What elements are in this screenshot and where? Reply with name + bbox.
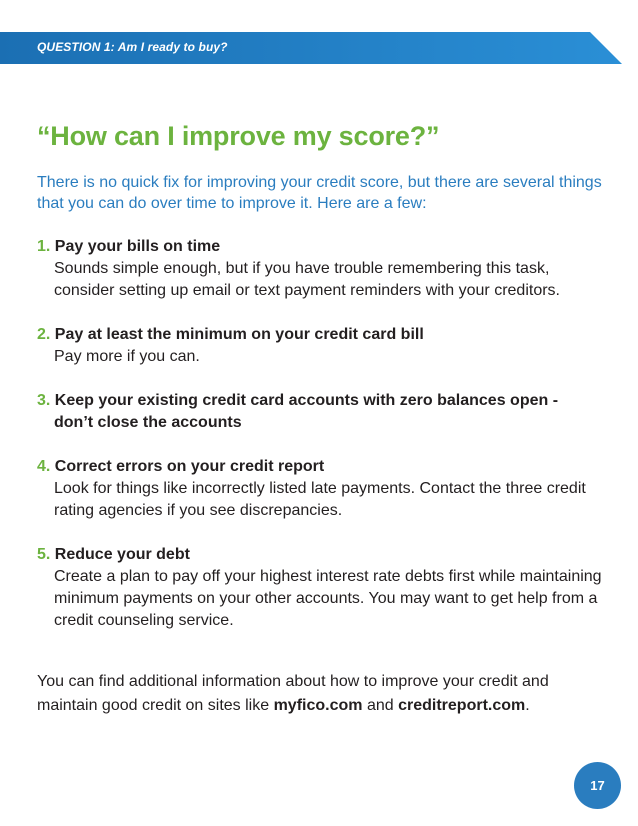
tip-heading	[37, 544, 607, 566]
tip-heading	[37, 324, 607, 346]
tip-item	[37, 236, 607, 302]
header-banner	[0, 32, 638, 64]
tip-heading-text: Pay at least the minimum on your credit card bill	[54, 326, 424, 343]
tips-list	[37, 236, 607, 654]
page-number-badge: 17	[574, 762, 621, 809]
tip-heading-text: Pay your bills on time	[54, 238, 221, 255]
tip-body: Pay more if you can.	[54, 348, 200, 365]
tip-item	[37, 390, 607, 434]
intro-paragraph: There is no quick fix for improving your credit score, but there are several things that you can do over time to improve it. Here are a few:	[37, 174, 602, 212]
closing-text: You can find additional information about how to improve your credit and maintain good credit on sites like	[37, 673, 549, 714]
tip-heading-text: Correct errors on your credit report	[54, 458, 325, 475]
tip-body: Create a plan to pay off your highest interest rate debts first while maintaining minimum payments on your other accounts. You may want to get help from a credit counseling service.	[54, 568, 602, 629]
closing-paragraph	[37, 670, 607, 718]
tip-number: 2.	[37, 326, 51, 343]
tip-item	[37, 324, 607, 368]
tip-body: Sounds simple enough, but if you have trouble remembering this task, consider setting up email or text payment reminders with your creditors.	[54, 260, 560, 299]
closing-text-end: .	[525, 697, 530, 714]
tip-heading-text: Reduce your debt	[54, 546, 190, 563]
tip-number: 1.	[37, 238, 51, 255]
creditreport-link[interactable]: creditreport.com	[398, 697, 526, 714]
tip-heading-continuation: don’t close the accounts	[54, 414, 242, 431]
tip-item	[37, 544, 607, 632]
myfico-link[interactable]: myfico.com	[273, 697, 363, 714]
section-label: QUESTION 1: Am I ready to buy?	[37, 40, 228, 54]
tip-heading	[37, 456, 607, 478]
tip-number: 4.	[37, 458, 51, 475]
tip-number: 5.	[37, 546, 51, 563]
tip-heading	[37, 236, 607, 258]
tip-item	[37, 456, 607, 522]
page-title: “How can I improve my score?”	[37, 121, 440, 151]
tip-body: Look for things like incorrectly listed late payments. Contact the three credit rating agencies if you see discrepancies.	[54, 480, 586, 519]
closing-text-mid: and	[362, 697, 399, 714]
tip-number: 3.	[37, 392, 51, 409]
tip-heading-text: Keep your existing credit card accounts with zero balances open -	[54, 392, 559, 409]
tip-heading	[37, 390, 607, 412]
